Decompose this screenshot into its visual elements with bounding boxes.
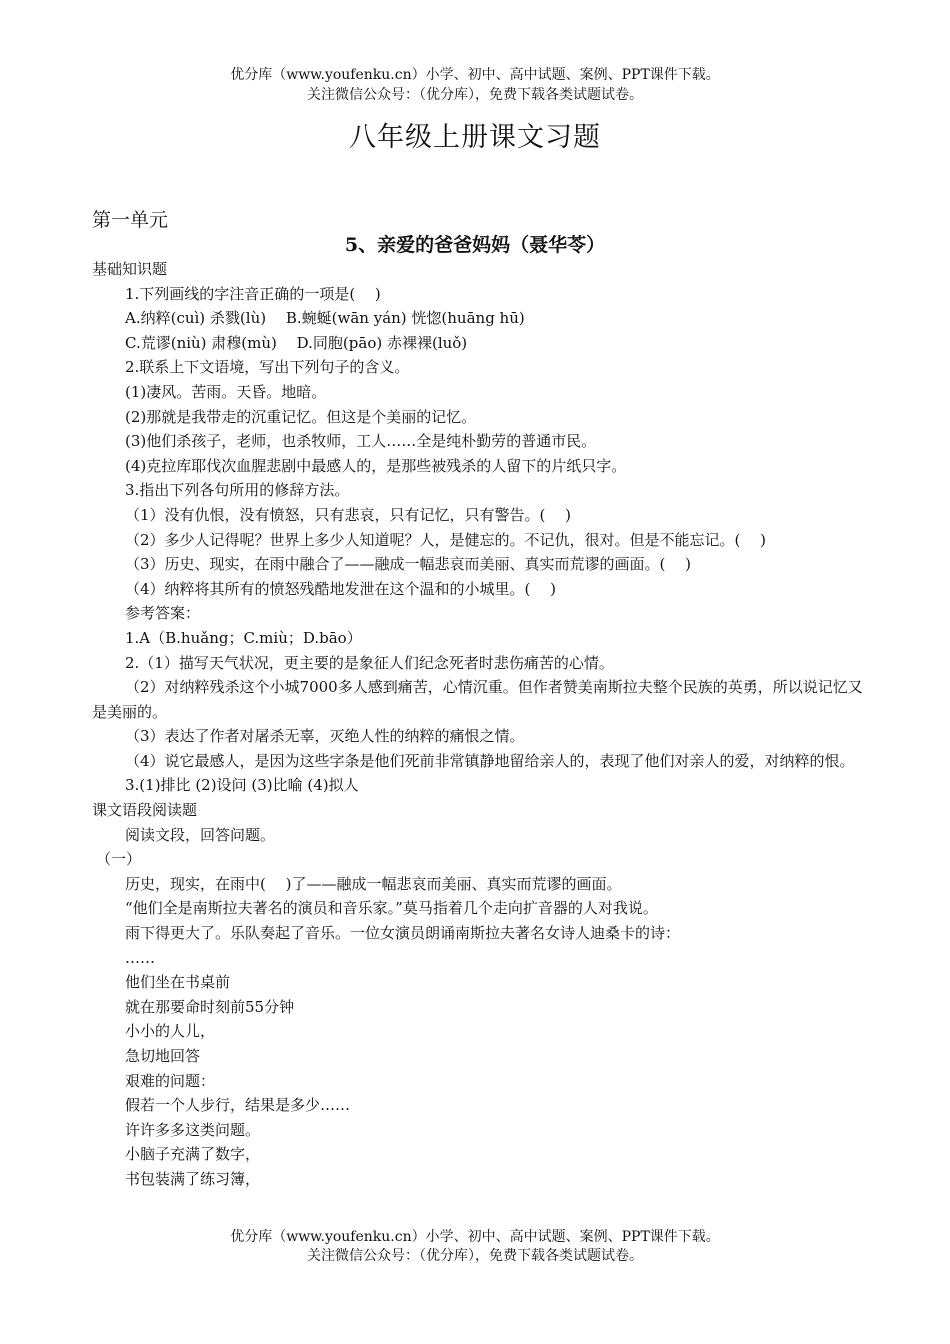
passage-line: 历史，现实，在雨中( )了——融成一幅悲哀而美丽、真实而荒谬的画面。 xyxy=(125,874,622,893)
question-1: 1.下列画线的字注音正确的一项是( ) xyxy=(125,284,381,303)
reading-instruction: 阅读文段，回答问题。 xyxy=(125,825,276,844)
footer-line-1: 优分库（www.youfenku.cn）小学、初中、高中试题、案例、PPT课件下载。 xyxy=(230,1229,720,1245)
question-2-item: (4)克拉库耶伐次血腥悲剧中最感人的，是那些被残杀的人留下的片纸只字。 xyxy=(125,456,627,475)
passage-line: “他们全是南斯拉夫著名的演员和音乐家。”莫马指着几个走向扩音器的人对我说。 xyxy=(125,899,658,918)
document-body xyxy=(92,257,867,1192)
poem-line: 艰难的问题： xyxy=(125,1071,216,1090)
question-3: 3.指出下列各句所用的修辞方法。 xyxy=(125,481,350,500)
question-3-item: （4）纳粹将其所有的愤怒残酷地发泄在这个温和的小城里。( ) xyxy=(125,579,557,598)
answer-2-item: （2）对纳粹残杀这个小城7000多人感到痛苦，心情沉重。但作者赞美南斯拉夫整个民族的英勇，所以说记忆又是美丽的。 xyxy=(92,678,863,721)
poem-line: 小脑子充满了数字， xyxy=(125,1145,261,1164)
answer-2: 2.（1）描写天气状况，更主要的是象征人们纪念死者时悲伤痛苦的心情。 xyxy=(125,653,614,672)
poem-line: 书包装满了练习簿， xyxy=(125,1169,261,1188)
poem-line: 许许多多这类问题。 xyxy=(125,1120,261,1139)
poem-line: 假若一个人步行，结果是多少…… xyxy=(125,1096,351,1115)
section-heading: 课文语段阅读题 xyxy=(92,801,198,820)
question-2-item: (3)他们杀孩子，老师，也杀牧师，工人……全是纯朴勤劳的普通市民。 xyxy=(125,432,597,451)
lesson-title: 5、亲爱的爸爸妈妈（聂华苓） xyxy=(344,234,606,256)
poem-line: 小小的人儿， xyxy=(125,1022,216,1041)
unit-heading: 第一单元 xyxy=(92,209,169,231)
question-1-options-ab: A.纳粹(cuì) 杀戮(lù) B.蜿蜒(wān yán) 恍惚(huāng hū) xyxy=(125,309,525,328)
question-2-item: (1)凄风。苦雨。天昏。地暗。 xyxy=(125,382,327,401)
answer-2-item: （4）说它最感人，是因为这些字条是他们死前非常镇静地留给亲人的，表现了他们对亲人的爱，对纳粹的恨。 xyxy=(125,751,855,770)
answer-3: 3.(1)排比 (2)设问 (3)比喻 (4)拟人 xyxy=(125,776,359,795)
header-line-2: 关注微信公众号：（优分库），免费下载各类试题试卷。 xyxy=(307,87,643,103)
footer-line-2: 关注微信公众号：（优分库），免费下载各类试题试卷。 xyxy=(307,1248,643,1264)
answer-2-item: （3）表达了作者对屠杀无辜，灭绝人性的纳粹的痛恨之情。 xyxy=(125,727,525,746)
poem-line: 他们坐在书桌前 xyxy=(125,973,231,992)
question-2-item: (2)那就是我带走的沉重记忆。但这是个美丽的记忆。 xyxy=(125,407,477,426)
question-2: 2.联系上下文语境，写出下列句子的含义。 xyxy=(125,358,410,377)
header-line-1: 优分库（www.youfenku.cn）小学、初中、高中试题、案例、PPT课件下载。 xyxy=(230,67,720,83)
passage-number: （一） xyxy=(96,850,142,869)
page-title: 八年级上册课文习题 xyxy=(349,122,601,153)
question-1-options-cd: C.荒谬(niù) 肃穆(mù) D.同胞(pāo) 赤裸裸(luǒ) xyxy=(125,333,468,352)
passage-line: …… xyxy=(125,948,155,967)
answers-heading: 参考答案： xyxy=(125,604,201,623)
answer-1: 1.A（B.huǎng；C.miù；D.bāo） xyxy=(125,628,362,647)
question-3-item: （2）多少人记得呢？世界上多少人知道呢？人，是健忘的。不记仇，很对。但是不能忘记。( ) xyxy=(125,530,767,549)
poem-line: 急切地回答 xyxy=(125,1047,201,1065)
question-3-item: （3）历史、现实，在雨中融合了——融成一幅悲哀而美丽、真实而荒谬的画面。( ) xyxy=(125,555,692,574)
section-heading: 基础知识题 xyxy=(92,260,168,278)
question-3-item: （1）没有仇恨，没有愤怒，只有悲哀，只有记忆，只有警告。( ) xyxy=(125,505,572,524)
passage-line: 雨下得更大了。乐队奏起了音乐。一位女演员朗诵南斯拉夫著名女诗人迪桑卡的诗： xyxy=(125,924,681,943)
poem-line: 就在那要命时刻前55分钟 xyxy=(125,997,295,1016)
